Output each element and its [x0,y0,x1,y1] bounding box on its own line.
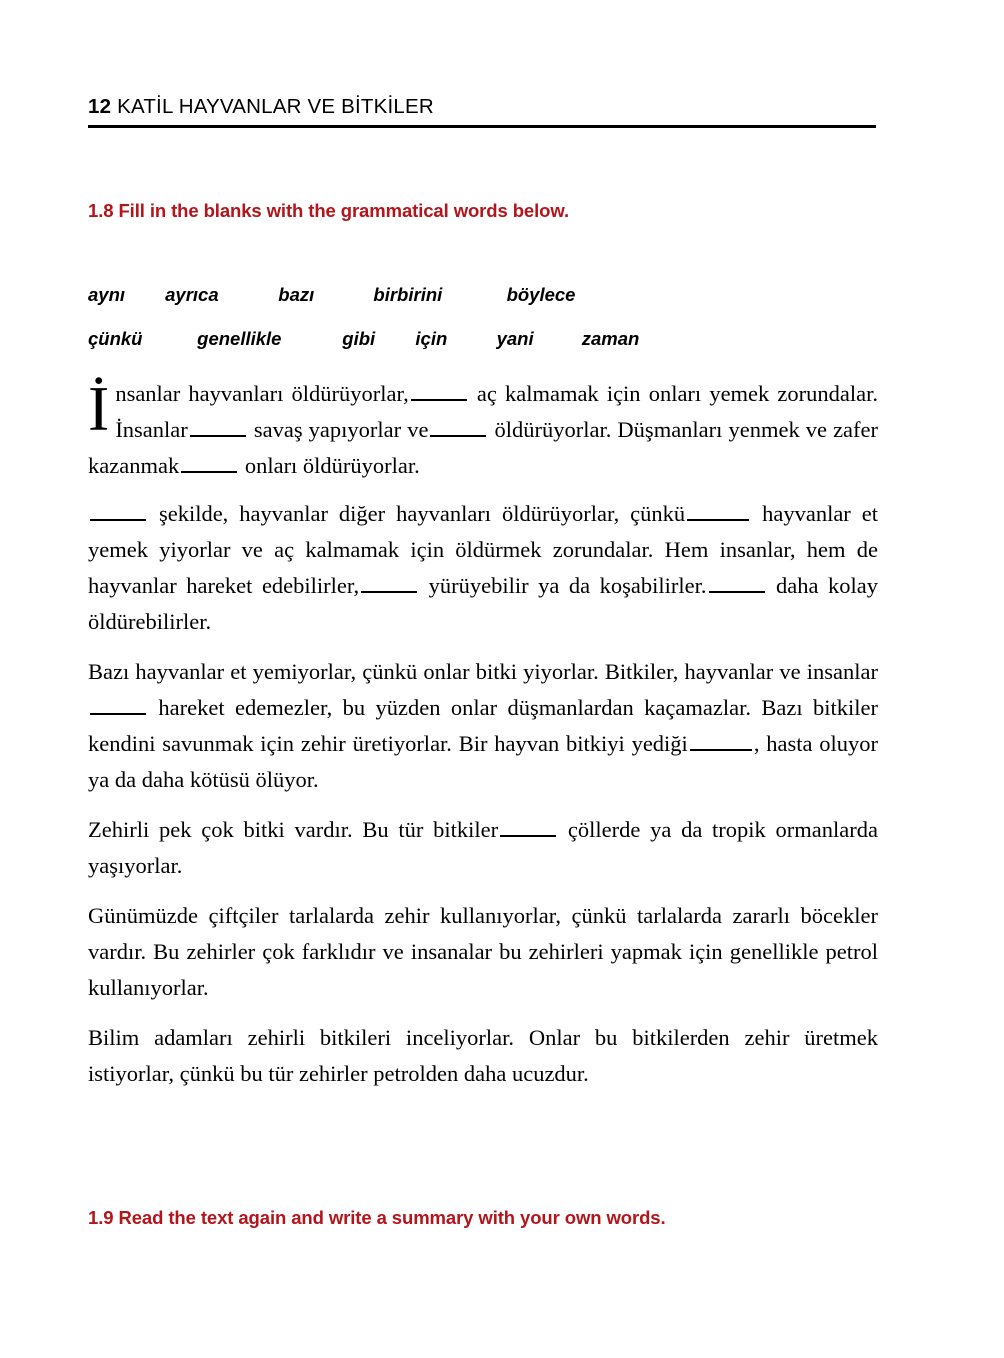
word-bank-item: ayrıca [165,284,219,305]
fill-blank[interactable] [190,414,246,437]
fill-blank[interactable] [90,692,146,715]
paragraph-text: nsanlar hayvanları öldürüyorlar, [115,381,409,406]
header-divider-rule [88,125,876,128]
paragraph-text: hayvanlar et yemek yiyorlar ve aç kalmamak için öldürmek zorundalar. Hem insanlar, hem de hayvanlar hareket edebilirler, [88,501,878,598]
exercise-1-9-heading: 1.9 Read the text again and write a summary with your own words. [88,1207,666,1228]
paragraph-text: çöllerde ya da tropik ormanlarda yaşıyorlar. [88,817,879,878]
word-bank-item: zaman [581,328,640,349]
word-bank-item: yani [496,328,534,349]
word-bank-item: çünkü [88,328,143,349]
word-bank-item: böylece [506,284,576,305]
passage-paragraph-2 [88,496,878,640]
word-bank-item: genellikle [197,328,282,349]
fill-blank[interactable] [90,498,146,521]
paragraph-text: , hasta oluyor ya da daha kötüsü ölüyor. [88,731,878,792]
fill-blank[interactable] [709,570,765,593]
exercise-1-8-heading: 1.8 Fill in the blanks with the grammatical words below. [88,200,569,221]
word-bank-row-1 [88,273,888,317]
fill-blank[interactable] [361,570,417,593]
fill-blank[interactable] [411,378,467,401]
word-bank-item: gibi [342,328,376,349]
passage-paragraph-4 [88,812,878,884]
word-bank-item: aynı [88,284,126,305]
paragraph-text: şekilde, hayvanlar diğer hayvanları öldürüyorlar, çünkü [158,501,686,526]
passage-paragraph-3 [88,654,878,798]
fill-blank[interactable] [430,414,486,437]
word-bank-row-2 [88,317,888,361]
drop-cap-letter: İ [88,373,110,444]
paragraph-text: Zehirli pek çok bitki vardır. Bu tür bitkiler [88,817,499,842]
paragraph-text: aç kalmamak için onları yemek zorundalar. İnsanlar [115,381,879,442]
passage-paragraph-1 [88,373,879,484]
word-bank-item: bazı [278,284,315,305]
word-bank-item: birbirini [373,284,443,305]
fill-blank[interactable] [181,450,237,473]
paragraph-text: hareket edemezler, bu yüzden onlar düşmanlardan kaçamazlar. Bazı bitkiler kendini savunmak için zehir üretiyorlar. Bir hayvan bitkiyi yediği [88,695,878,756]
word-bank-item: için [415,328,448,349]
page-header-line [88,96,876,119]
paragraph-text: öldürüyorlar. Düşmanları yenmek ve zafer kazanmak [88,417,879,478]
paragraph-text: Bazı hayvanlar et yemiyorlar, çünkü onlar bitki yiyorlar. Bitkiler, hayvanlar ve insanlar [88,659,878,684]
reading-passage [88,373,879,1092]
paragraph-text: savaş yapıyorlar ve [253,417,429,442]
word-bank [88,273,888,361]
paragraph-text: onları öldürüyorlar. [244,453,420,478]
fill-blank[interactable] [500,814,556,837]
paragraph-text: yürüyebilir ya da koşabilirler. [428,573,707,598]
paragraph-text: daha kolay öldürebilirler. [88,573,878,634]
page-number: 12 [88,95,112,118]
fill-blank[interactable] [687,498,749,521]
passage-paragraph-6: Bilim adamları zehirli bitkileri inceliyorlar. Onlar bu bitkilerden zehir üretmek istiyorlar, çünkü bu tür zehirler petrolden daha ucuzdur. [88,1025,878,1086]
page-running-header [88,96,876,128]
running-title: KATİL HAYVANLAR VE BİTKİLER [117,95,434,118]
fill-blank[interactable] [690,728,752,751]
passage-paragraph-5: Günümüzde çiftçiler tarlalarda zehir kullanıyorlar, çünkü tarlalarda zararlı böcekler vardır. Bu zehirler çok farklıdır ve insanalar bu zehirleri yapmak için genellikle petrol kullanıyorlar. [88,903,878,1000]
